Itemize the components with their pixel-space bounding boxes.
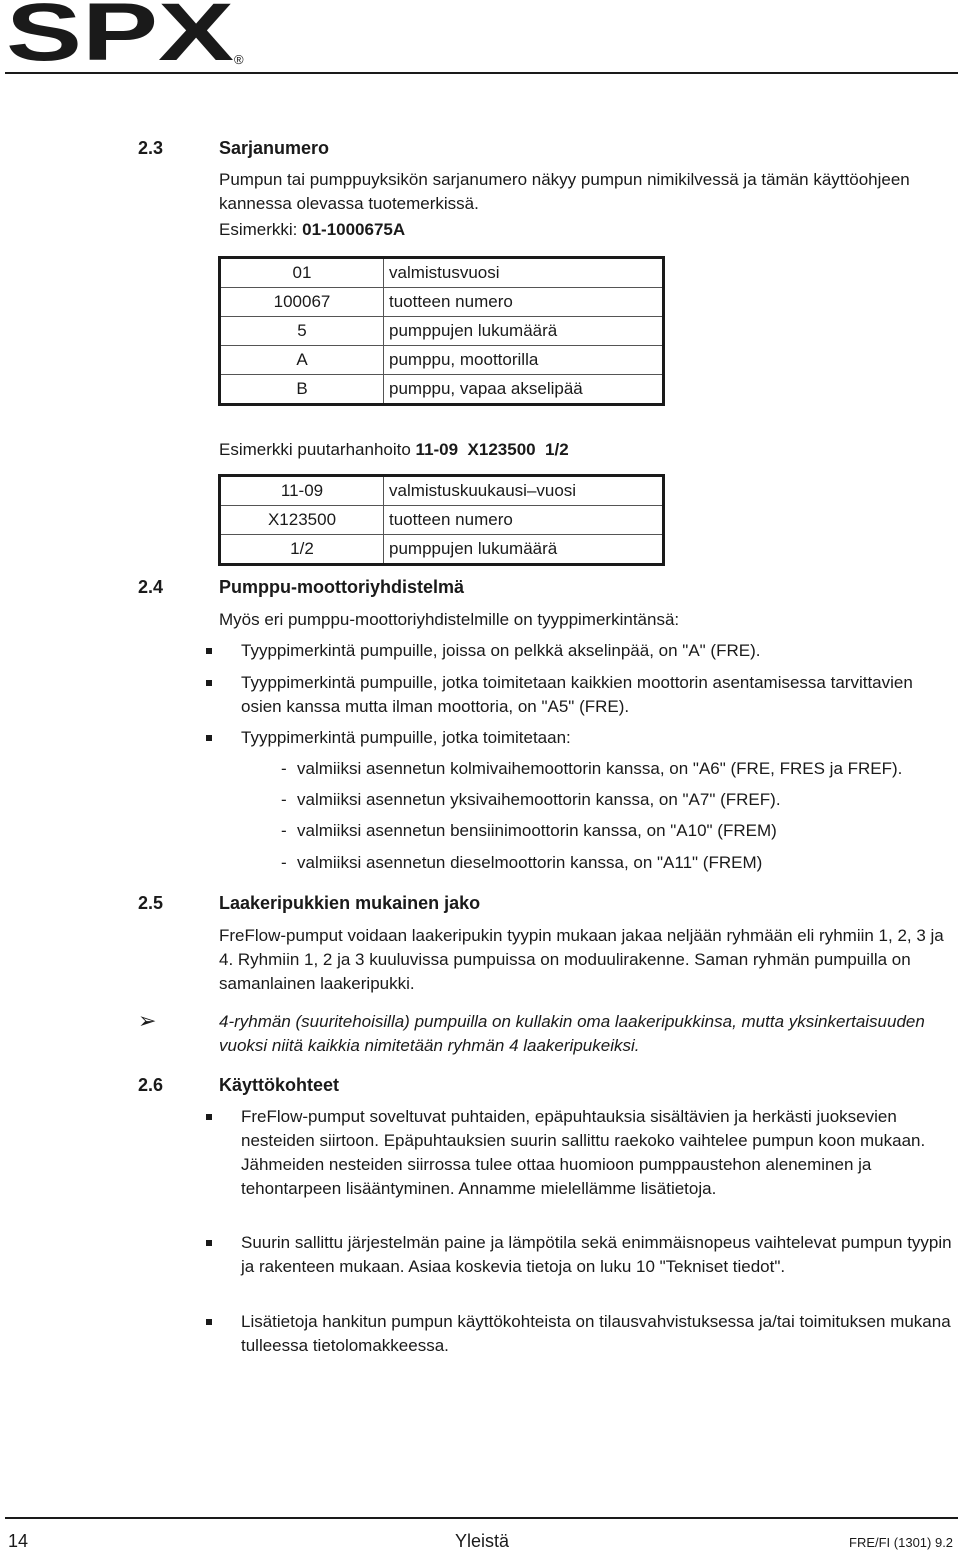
list-item: Tyyppimerkintä pumpuille, jotka toimitetaan kaikkien moottorin asentamisessa tarvittavien osien kanssa mutta ilman moottoria, on "A5" (FRE). [241, 673, 913, 716]
table-row: 11-09 valmistuskuukausi–vuosi [220, 476, 664, 506]
sub-list-item: valmiiksi asennetun kolmivaihemoottorin kanssa, on "A6" (FRE, FRES ja FREF). [297, 759, 903, 778]
section-title: Käyttökohteet [219, 1075, 340, 1095]
example-value: 01-1000675A [302, 220, 406, 239]
section-intro: Myös eri pumppu-moottoriyhdistelmille on tyyppimerkintänsä: [219, 610, 680, 629]
svg-text:SPX: SPX [6, 2, 234, 66]
footer-rule [5, 1517, 958, 1519]
bullet-icon [206, 648, 212, 654]
sub-list-item: valmiiksi asennetun bensiinimoottorin kanssa, on "A10" (FREM) [297, 821, 777, 840]
page-number: 14 [8, 1531, 29, 1551]
note-text: 4-ryhmän (suuritehoisilla) pumpuilla on kullakin oma laakeripukkinsa, mutta yksinkertaisuuden vuoksi niitä kaikkia nimitetään ryhmän 4 laakeripukeiksi. [219, 1012, 925, 1055]
section-number: 2.3 [138, 138, 164, 158]
bullet-icon [206, 680, 212, 686]
example-label: Esimerkki: [219, 220, 303, 239]
sub-list-item: valmiiksi asennetun dieselmoottorin kanssa, on "A11" (FREM) [297, 853, 763, 872]
section-number: 2.6 [138, 1075, 164, 1095]
section-text: FreFlow-pumput voidaan laakeripukin tyypin mukaan jakaa neljään ryhmään eli ryhmiin 1, 2, 3 ja 4. Ryhmiin 1, 2 ja 3 kuuluvissa pumpuissa on moduulirakenne. Saman ryhmän pumpuilla on samanlainen laakeripukki. [219, 926, 944, 993]
section-title: Pumppu-moottoriyhdistelmä [219, 577, 465, 597]
example2-line [219, 438, 959, 462]
list-item: Lisätietoja hankitun pumpun käyttökohteista on tilausvahvistuksessa ja/tai toimituksen mukana tulleessa tietolomakkeessa. [241, 1312, 951, 1355]
table-row: 1/2 pumppujen lukumäärä [220, 535, 664, 565]
table-row: 5 pumppujen lukumäärä [220, 317, 664, 346]
list-item: Tyyppimerkintä pumpuille, jotka toimitetaan: [241, 728, 571, 747]
bullet-icon [206, 735, 212, 741]
footer-section: Yleistä [455, 1531, 510, 1551]
table-row: 01 valmistusvuosi [220, 258, 664, 288]
sub-list-item: valmiiksi asennetun yksivaihemoottorin kanssa, on "A7" (FREF). [297, 790, 781, 809]
header-rule [5, 72, 958, 74]
document-code: FRE/FI (1301) 9.2 [849, 1535, 954, 1550]
svg-text:®: ® [234, 52, 244, 66]
dash-marker: - [281, 853, 287, 872]
dash-marker: - [281, 790, 287, 809]
section-number: 2.5 [138, 893, 164, 913]
example2-label: Esimerkki puutarhanhoito [219, 440, 416, 459]
list-item: Suurin sallittu järjestelmän paine ja lämpötila sekä enimmäisnopeus vaihtelevat pumpun tyypin ja rakenteen mukaan. Asiaa koskevia tietoja on luku 10 "Tekniset tiedot". [241, 1233, 952, 1276]
bullet-icon [206, 1114, 212, 1120]
section-intro: Pumpun tai pumppuyksikön sarjanumero näkyy pumpun nimikilvessä ja tämän käyttöohjeen kannessa olevassa tuotemerkissä. [219, 170, 910, 213]
bullet-icon [206, 1240, 212, 1246]
garden-code-table [218, 474, 665, 566]
section-title: Laakeripukkien mukainen jako [219, 893, 481, 913]
arrow-icon: ➢ [138, 1008, 157, 1033]
dash-marker: - [281, 821, 287, 840]
list-item: Tyyppimerkintä pumpuille, joissa on pelkkä akselinpää, on "A" (FRE). [241, 641, 761, 660]
table-row: X123500 tuotteen numero [220, 506, 664, 535]
example2-value: 11-09 X123500 1/2 [415, 440, 569, 459]
spx-logo [6, 2, 246, 66]
table-row: 100067 tuotteen numero [220, 288, 664, 317]
list-item: FreFlow-pumput soveltuvat puhtaiden, epäpuhtauksia sisältävien ja herkästi juoksevien nesteiden siirtoon. Epäpuhtauksien suurin sallittu raekoko vaihtelee pumpun koon mukaan. Jähmeiden nesteiden siirrossa tulee ottaa huomioon pumppaustehon aleneminen ja tehontarpeen lisääntyminen. Annamme mielellämme lisätietoja. [241, 1107, 926, 1198]
table-row: B pumppu, vapaa akselipää [220, 375, 664, 405]
dash-marker: - [281, 759, 287, 778]
bullet-icon [206, 1319, 212, 1325]
section-title: Sarjanumero [219, 138, 330, 158]
example-line [219, 218, 959, 242]
section-number: 2.4 [138, 577, 164, 597]
table-row: A pumppu, moottorilla [220, 346, 664, 375]
serial-code-table [218, 256, 665, 406]
